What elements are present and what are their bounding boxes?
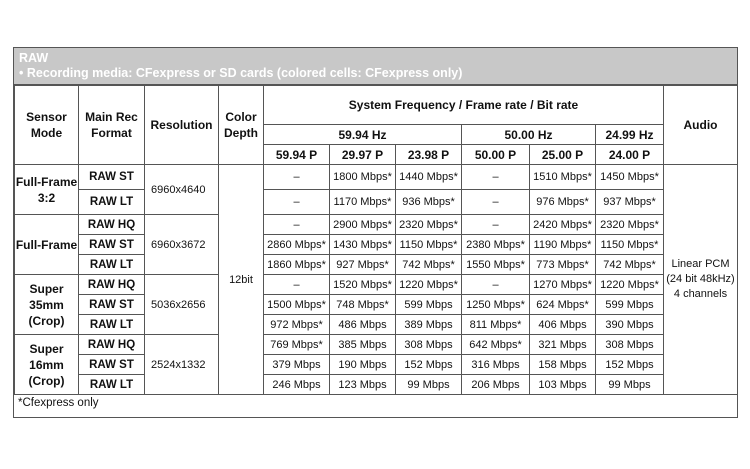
bitrate-cell: 936 Mbps* <box>396 190 462 215</box>
rec-format-cell: RAW HQ <box>79 215 145 235</box>
color-depth-cell: 12bit <box>219 165 264 395</box>
bitrate-cell: 2860 Mbps* <box>264 235 330 255</box>
bitrate-cell: 385 Mbps <box>330 335 396 355</box>
bitrate-cell: 1800 Mbps* <box>330 165 396 190</box>
sensor-mode-cell: Full-Frame <box>15 215 79 275</box>
bitrate-cell: 937 Mbps* <box>596 190 664 215</box>
bitrate-cell: 927 Mbps* <box>330 255 396 275</box>
header-resolution: Resolution <box>145 86 219 165</box>
bitrate-cell: 624 Mbps* <box>530 295 596 315</box>
bitrate-cell: 390 Mbps <box>596 315 664 335</box>
bitrate-cell: 742 Mbps* <box>396 255 462 275</box>
bitrate-cell: 1220 Mbps* <box>596 275 664 295</box>
bitrate-cell: 1440 Mbps* <box>396 165 462 190</box>
header-freq-5000: 50.00 Hz <box>462 125 596 145</box>
bitrate-cell: 642 Mbps* <box>462 335 530 355</box>
rec-format-cell: RAW LT <box>79 375 145 395</box>
header-frame-rate: 59.94 P <box>264 145 330 165</box>
rec-format-cell: RAW LT <box>79 315 145 335</box>
spec-table-frame <box>13 47 738 418</box>
rec-format-cell: RAW ST <box>79 165 145 190</box>
header-audio: Audio <box>664 86 738 165</box>
bitrate-cell: 389 Mbps <box>396 315 462 335</box>
bitrate-cell: 1550 Mbps* <box>462 255 530 275</box>
bitrate-cell: 1500 Mbps* <box>264 295 330 315</box>
rec-format-cell: RAW ST <box>79 235 145 255</box>
header-freq-5994: 59.94 Hz <box>264 125 462 145</box>
bitrate-cell: 2320 Mbps* <box>596 215 664 235</box>
bitrate-cell: 599 Mbps <box>596 295 664 315</box>
bitrate-cell: 1250 Mbps* <box>462 295 530 315</box>
rec-format-cell: RAW ST <box>79 355 145 375</box>
bitrate-cell: – <box>264 215 330 235</box>
resolution-cell: 5036x2656 <box>145 275 219 335</box>
header-system-frequency: System Frequency / Frame rate / Bit rate <box>264 86 664 125</box>
bitrate-cell: 1510 Mbps* <box>530 165 596 190</box>
bitrate-cell: 742 Mbps* <box>596 255 664 275</box>
header-frame-rate: 50.00 P <box>462 145 530 165</box>
bitrate-cell: – <box>462 275 530 295</box>
bitrate-cell: 158 Mbps <box>530 355 596 375</box>
bitrate-cell: 1520 Mbps* <box>330 275 396 295</box>
bitrate-cell: – <box>264 275 330 295</box>
resolution-cell: 6960x4640 <box>145 165 219 215</box>
sensor-mode-cell: Super 35mm (Crop) <box>15 275 79 335</box>
resolution-cell: 2524x1332 <box>145 335 219 395</box>
header-frame-rate: 25.00 P <box>530 145 596 165</box>
header-frame-rate: 29.97 P <box>330 145 396 165</box>
bitrate-cell: 769 Mbps* <box>264 335 330 355</box>
rec-format-cell: RAW ST <box>79 295 145 315</box>
bitrate-cell: 246 Mbps <box>264 375 330 395</box>
bitrate-cell: 308 Mbps <box>396 335 462 355</box>
audio-cell: Linear PCM (24 bit 48kHz) 4 channels <box>664 165 738 395</box>
sensor-mode-cell: Super 16mm (Crop) <box>15 335 79 395</box>
bitrate-cell: 1220 Mbps* <box>396 275 462 295</box>
bitrate-cell: 1450 Mbps* <box>596 165 664 190</box>
table-banner <box>14 48 737 85</box>
bitrate-cell: 811 Mbps* <box>462 315 530 335</box>
resolution-cell: 6960x3672 <box>145 215 219 275</box>
bitrate-cell: 206 Mbps <box>462 375 530 395</box>
raw-spec-table <box>14 85 738 395</box>
footnote: *Cfexpress only <box>18 397 99 409</box>
bitrate-cell: 316 Mbps <box>462 355 530 375</box>
rec-format-cell: RAW LT <box>79 190 145 215</box>
bitrate-cell: 599 Mbps <box>396 295 462 315</box>
header-frame-rate: 24.00 P <box>596 145 664 165</box>
bitrate-cell: 2900 Mbps* <box>330 215 396 235</box>
banner-title: RAW <box>19 51 49 65</box>
bitrate-cell: 1150 Mbps* <box>396 235 462 255</box>
bitrate-cell: 748 Mbps* <box>330 295 396 315</box>
bitrate-cell: 406 Mbps <box>530 315 596 335</box>
bitrate-cell: 976 Mbps* <box>530 190 596 215</box>
bitrate-cell: 1860 Mbps* <box>264 255 330 275</box>
bitrate-cell: – <box>264 190 330 215</box>
bitrate-cell: – <box>462 190 530 215</box>
sensor-mode-cell: Full-Frame 3:2 <box>15 165 79 215</box>
bitrate-cell: 99 Mbps <box>396 375 462 395</box>
header-freq-2499: 24.99 Hz <box>596 125 664 145</box>
bitrate-cell: 152 Mbps <box>596 355 664 375</box>
bitrate-cell: 1150 Mbps* <box>596 235 664 255</box>
rec-format-cell: RAW HQ <box>79 275 145 295</box>
bitrate-cell: 190 Mbps <box>330 355 396 375</box>
header-main-rec-format: Main Rec Format <box>79 86 145 165</box>
bitrate-cell: 773 Mbps* <box>530 255 596 275</box>
rec-format-cell: RAW HQ <box>79 335 145 355</box>
bitrate-cell: 2320 Mbps* <box>396 215 462 235</box>
bitrate-cell: 1170 Mbps* <box>330 190 396 215</box>
header-color-depth: Color Depth <box>219 86 264 165</box>
bitrate-cell: 99 Mbps <box>596 375 664 395</box>
bitrate-cell: 103 Mbps <box>530 375 596 395</box>
bitrate-cell: 2380 Mbps* <box>462 235 530 255</box>
bitrate-cell: – <box>264 165 330 190</box>
bitrate-cell: 972 Mbps* <box>264 315 330 335</box>
bitrate-cell: 308 Mbps <box>596 335 664 355</box>
bitrate-cell: 2420 Mbps* <box>530 215 596 235</box>
rec-format-cell: RAW LT <box>79 255 145 275</box>
bitrate-cell: 486 Mbps <box>330 315 396 335</box>
header-frame-rate: 23.98 P <box>396 145 462 165</box>
bitrate-cell: 1190 Mbps* <box>530 235 596 255</box>
bitrate-cell: – <box>462 165 530 190</box>
bitrate-cell: 152 Mbps <box>396 355 462 375</box>
bitrate-cell: 1430 Mbps* <box>330 235 396 255</box>
banner-subtitle: • Recording media: CFexpress or SD cards (colored cells: CFexpress only) <box>19 66 463 80</box>
bitrate-cell: 321 Mbps <box>530 335 596 355</box>
bitrate-cell: 379 Mbps <box>264 355 330 375</box>
header-sensor-mode: Sensor Mode <box>15 86 79 165</box>
bitrate-cell: 1270 Mbps* <box>530 275 596 295</box>
bitrate-cell: 123 Mbps <box>330 375 396 395</box>
bitrate-cell: – <box>462 215 530 235</box>
